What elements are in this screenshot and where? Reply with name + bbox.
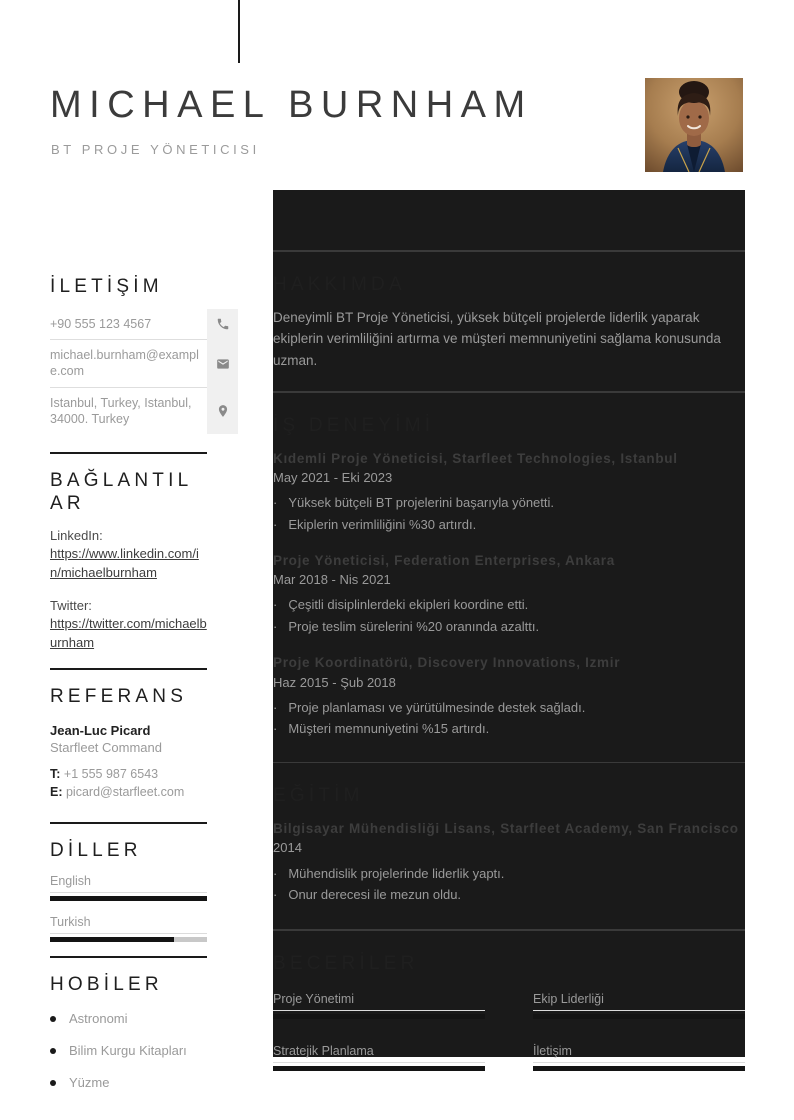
skill-item: [273, 1044, 485, 1071]
reference-block: [50, 722, 207, 802]
job-title: Proje Yöneticisi, Federation Enterprises, Ankara: [273, 553, 615, 569]
job-dates: Mar 2018 - Nis 2021: [273, 572, 391, 588]
location-icon: [207, 388, 238, 435]
skills-grid: [273, 992, 745, 1085]
reference-name: Jean-Luc Picard: [50, 722, 151, 738]
section-divider: [50, 452, 207, 454]
skill-item: [273, 992, 485, 1019]
skill-level-fill: [533, 1066, 745, 1071]
education-bullet-text: Onur derecesi ile mezun oldu.: [288, 886, 462, 902]
job-bullet: [273, 514, 745, 535]
bullet-dot-icon: ·: [273, 495, 278, 511]
twitter-link[interactable]: https://twitter.com/michaelburnham: [50, 616, 207, 651]
language-item: [50, 915, 207, 942]
job-bullet-text: Proje teslim sürelerini %20 oranında azalttı.: [288, 618, 540, 634]
skill-item: [533, 992, 745, 1019]
job-bullet: [273, 492, 745, 513]
contact-list: [50, 309, 238, 434]
bullet-dot-icon: ·: [273, 516, 278, 532]
languages-list: [50, 874, 207, 942]
language-level-bar: [50, 896, 207, 901]
hobby-label: Yüzme: [69, 1075, 110, 1091]
linkedin-label: LinkedIn:: [50, 527, 103, 543]
links-list: [50, 526, 207, 653]
reference-email: [50, 784, 207, 802]
education-bullets: [273, 863, 745, 906]
about-text: Deneyimli BT Proje Yöneticisi, yüksek bütçeli projelerde liderlik yaparak ekiplerin verimliliğini artırma ve müşteri memnuniyetini sağlama konusunda uzman.: [273, 309, 721, 368]
main-column: [273, 250, 745, 1085]
experience-section-heading: İŞ DENEYİMİ: [273, 414, 435, 436]
bullet-dot-icon: ·: [273, 886, 278, 902]
hobby-label: Astronomi: [69, 1011, 128, 1027]
hobby-item: [50, 1043, 207, 1058]
skill-name: Proje Yönetimi: [273, 992, 485, 1011]
language-item: [50, 874, 207, 901]
section-divider: [273, 391, 745, 393]
skill-level-bar: [533, 1014, 745, 1019]
job-bullet: [273, 697, 745, 718]
job-bullet: [273, 594, 745, 615]
job-bullet-text: Yüksek bütçeli BT projelerini başarıyla yönetti.: [288, 495, 555, 511]
bullet-dot-icon: ·: [273, 618, 278, 634]
contact-row-phone: [50, 309, 238, 340]
language-name: English: [50, 874, 207, 893]
skill-name: Ekip Liderliği: [533, 992, 745, 1011]
job-bullets: [273, 492, 745, 535]
links-section-heading: BAĞLANTILAR: [50, 470, 193, 514]
bullet-dot-icon: ·: [273, 699, 278, 715]
skill-level-bar: [533, 1066, 745, 1071]
link-item-linkedin: [50, 526, 207, 583]
bullet-dot-icon: [50, 1048, 56, 1054]
job-dates: Haz 2015 - Şub 2018: [273, 674, 396, 690]
page-title: MICHAEL BURNHAM: [50, 84, 533, 126]
job-title: Kıdemli Proje Yöneticisi, Starfleet Technologies, Istanbul: [273, 450, 678, 466]
section-divider: [273, 929, 745, 931]
reference-phone: [50, 766, 207, 784]
bullet-dot-icon: ·: [273, 721, 278, 737]
education-entry: [273, 820, 745, 905]
email-value: michael.burnham@example.com: [50, 340, 207, 388]
reference-email-label: E:: [50, 785, 63, 800]
skill-level-bar: [273, 1066, 485, 1071]
reference-section-heading: REFERANS: [50, 686, 188, 708]
hobby-label: Bilim Kurgu Kitapları: [69, 1043, 187, 1059]
linkedin-link[interactable]: https://www.linkedin.com/in/michaelburnham: [50, 546, 199, 580]
bullet-dot-icon: ·: [273, 597, 278, 613]
education-section-heading: EĞİTİM: [273, 785, 364, 807]
link-item-twitter: [50, 596, 207, 653]
skill-level-fill: [273, 1066, 485, 1071]
skill-level-fill: [273, 1014, 485, 1019]
email-icon: [207, 340, 238, 388]
skill-item: [533, 1044, 745, 1071]
hobby-item: [50, 1075, 207, 1090]
contact-section-heading: İLETİŞİM: [50, 276, 163, 297]
skills-section-heading: BECERİLER: [273, 952, 419, 974]
language-level-bar: [50, 937, 207, 942]
profile-photo-image: [645, 78, 743, 172]
top-divider-line: [238, 0, 240, 63]
reference-phone-label: T:: [50, 766, 61, 781]
experience-entry: [273, 552, 745, 637]
education-dates: 2014: [273, 840, 302, 856]
language-name: Turkish: [50, 915, 207, 934]
hobby-item: [50, 1011, 207, 1026]
section-divider: [273, 762, 745, 764]
contact-row-email: [50, 340, 238, 388]
section-divider: [50, 668, 207, 670]
job-title-subtitle: BT PROJE YÖNETICISI: [51, 142, 260, 157]
contact-row-address: [50, 388, 238, 435]
phone-icon: [207, 309, 238, 340]
education-title: Bilgisayar Mühendisliği Lisans, Starfleet Academy, San Francisco: [273, 821, 739, 837]
job-bullet-text: Proje planlaması ve yürütülmesinde destek sağladı.: [288, 699, 586, 715]
skill-level-fill: [533, 1014, 745, 1019]
skill-name: Stratejik Planlama: [273, 1044, 485, 1063]
phone-value: +90 555 123 4567: [50, 309, 207, 340]
sidebar: [50, 276, 238, 1107]
job-bullet-text: Çeşitli disiplinlerdeki ekipleri koordine etti.: [288, 597, 529, 613]
education-bullet: [273, 884, 745, 905]
bullet-dot-icon: ·: [273, 865, 278, 881]
job-bullets: [273, 697, 745, 740]
languages-section-heading: DİLLER: [50, 839, 142, 861]
reference-phone-value: +1 555 987 6543: [63, 766, 159, 781]
experience-entry: [273, 654, 745, 739]
job-bullet-text: Müşteri memnuniyetini %15 artırdı.: [288, 721, 490, 737]
job-bullet: [273, 718, 745, 739]
education-bullet: [273, 863, 745, 884]
reference-contacts: [50, 766, 207, 802]
bullet-dot-icon: [50, 1016, 56, 1022]
reference-organization: Starfleet Command: [50, 740, 162, 756]
reference-email-value: picard@starfleet.com: [65, 785, 185, 800]
skill-level-bar: [273, 1014, 485, 1019]
job-bullets: [273, 594, 745, 637]
profile-photo: [645, 78, 743, 172]
section-divider: [273, 250, 745, 252]
section-divider: [50, 956, 207, 958]
education-bullet-text: Mühendislik projelerinde liderlik yaptı.: [288, 865, 505, 881]
address-value: Istanbul, Turkey, Istanbul, 34000. Turkey: [50, 395, 192, 426]
bullet-dot-icon: [50, 1080, 56, 1086]
job-bullet: [273, 616, 745, 637]
experience-entry: [273, 450, 745, 535]
hobbies-section-heading: HOBİLER: [50, 974, 163, 996]
job-bullet-text: Ekiplerin verimliliğini %30 artırdı.: [288, 516, 477, 532]
job-title: Proje Koordinatörü, Discovery Innovations, Izmir: [273, 655, 621, 671]
skill-name: İletişim: [533, 1044, 745, 1063]
twitter-label: Twitter:: [50, 597, 92, 613]
hobbies-list: [50, 1011, 207, 1090]
section-divider: [50, 822, 207, 824]
job-dates: May 2021 - Eki 2023: [273, 470, 393, 485]
language-level-fill: [50, 896, 207, 901]
about-section-heading: HAKKIMDA: [273, 273, 406, 295]
language-level-fill: [50, 937, 174, 942]
